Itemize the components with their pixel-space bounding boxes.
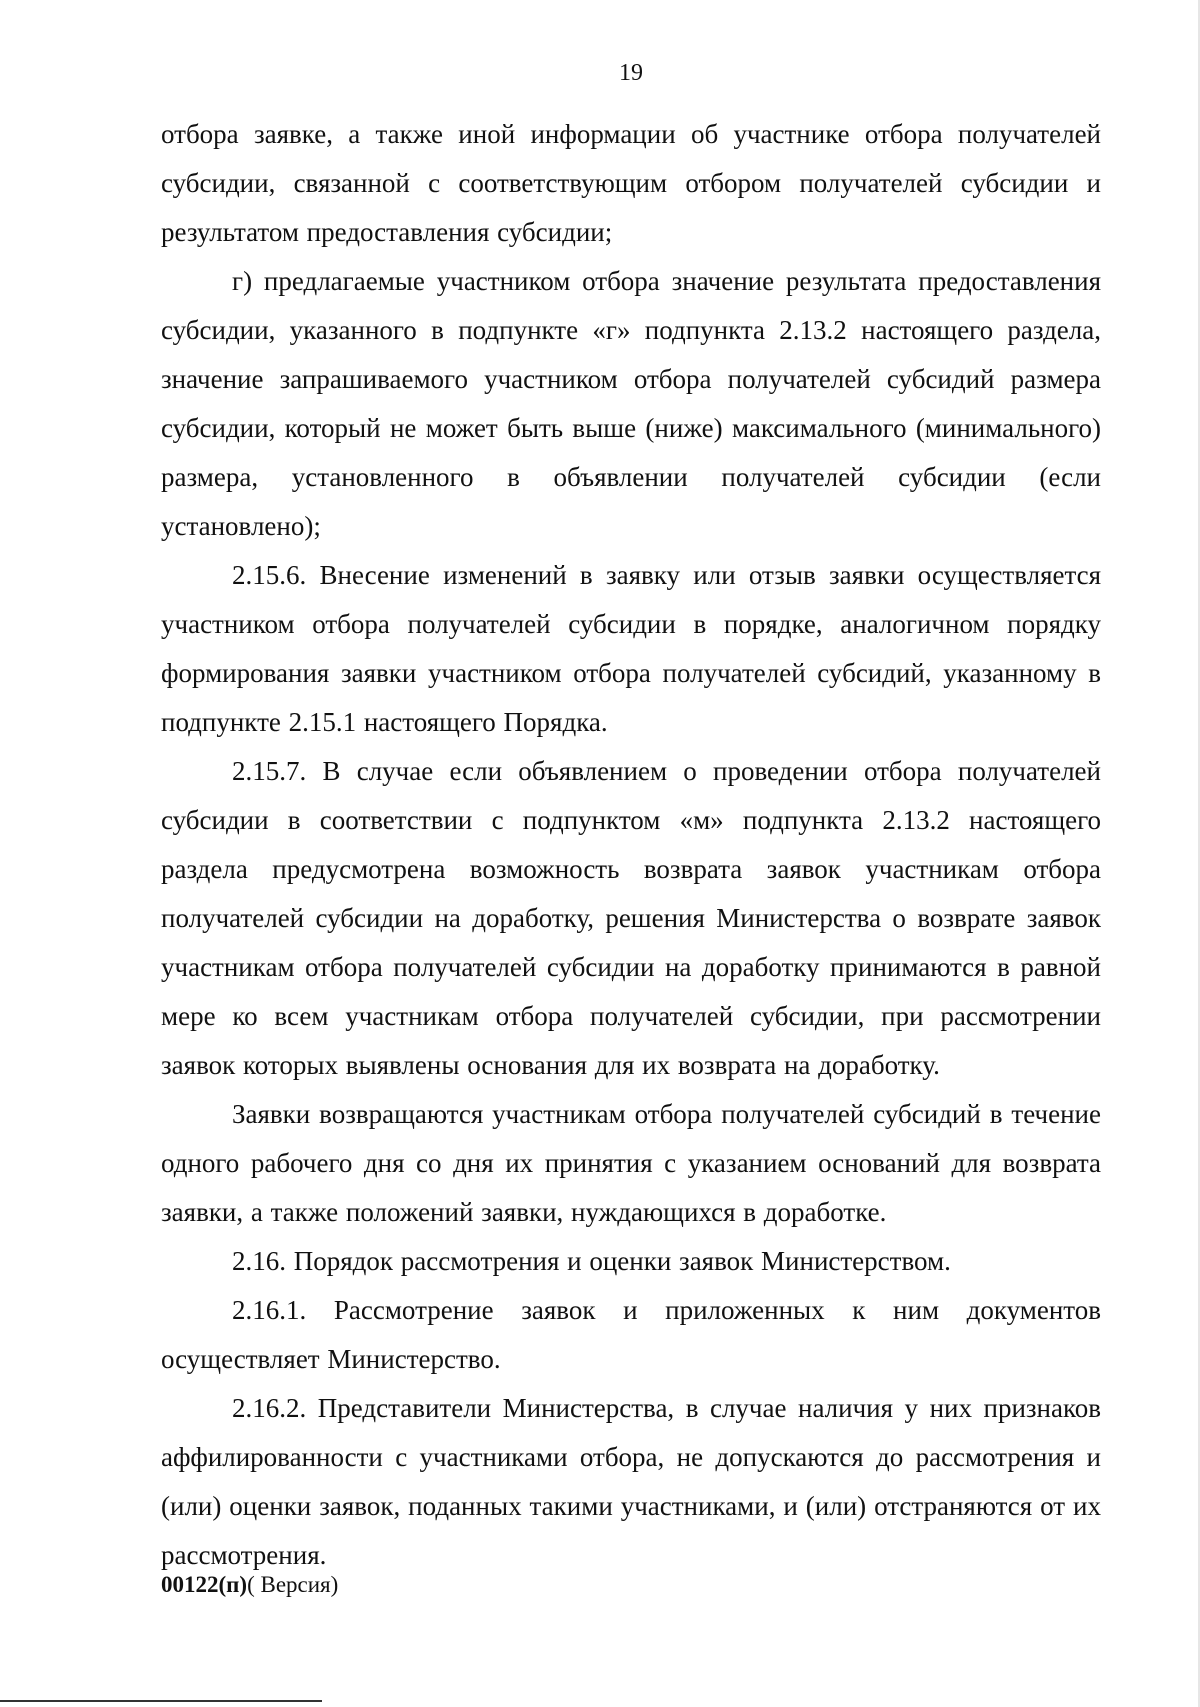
paragraph-continuation: отбора заявке, а также иной информации об участнике отбора получателей субсидии, связанной с соответствующим отбором получателей субсидии и результатом предоставления субсидии; [161, 119, 1101, 247]
paragraph-returned-applications: Заявки возвращаются участникам отбора получателей субсидий в течение одного рабочего дня со дня их принятия с указанием оснований для возврата заявки, а также положений заявки, нуждающихся в доработке. [161, 1099, 1101, 1227]
paragraph-2-16-1: 2.16.1. Рассмотрение заявок и приложенных к ним документов осуществляет Министерство. [161, 1295, 1101, 1374]
paragraph-2-16-2: 2.16.2. Представители Министерства, в случае наличия у них признаков аффилированности с участниками отбора, не допускаются до рассмотрения и (или) оценки заявок, поданных такими участниками, и (или) отстраняются от их рассмотрения. [161, 1393, 1101, 1570]
paragraph-2-15-7: 2.15.7. В случае если объявлением о проведении отбора получателей субсидии в соответствии с подпунктом «м» подпункта 2.13.2 настоящего раздела предусмотрена возможность возврата заявок участникам отбора получателей субсидии на доработку, решения Министерства о возврате заявок участникам отбора получателей субсидии на доработку принимаются в равной мере ко всем участникам отбора получателей субсидии, при рассмотрении заявок которых выявлены основания для их возврата на доработку. [161, 756, 1101, 1080]
bottom-edge-line [0, 1700, 322, 1702]
page-number: 19 [619, 60, 643, 86]
paragraph-subitem-g: г) предлагаемые участником отбора значение результата предоставления субсидии, указанного в подпункте «г» подпункта 2.13.2 настоящего раздела, значение запрашиваемого участником отбора получателей субсидий размера субсидии, который не может быть выше (ниже) максимального (минимального) размера, установленного в объявлении получателей субсидии (если установлено); [161, 266, 1101, 541]
document-body [161, 110, 1101, 1580]
document-footer [161, 1570, 338, 1600]
paragraph-2-15-6: 2.15.6. Внесение изменений в заявку или отзыв заявки осуществляется участником отбора получателей субсидии в порядке, аналогичном порядку формирования заявки участником отбора получателей субсидий, указанному в подпункте 2.15.1 настоящего Порядка. [161, 560, 1101, 737]
paragraph-2-16: 2.16. Порядок рассмотрения и оценки заявок Министерством. [232, 1246, 951, 1276]
document-code: 00122(п) [161, 1572, 248, 1597]
document-version: ( Версия) [247, 1572, 339, 1597]
